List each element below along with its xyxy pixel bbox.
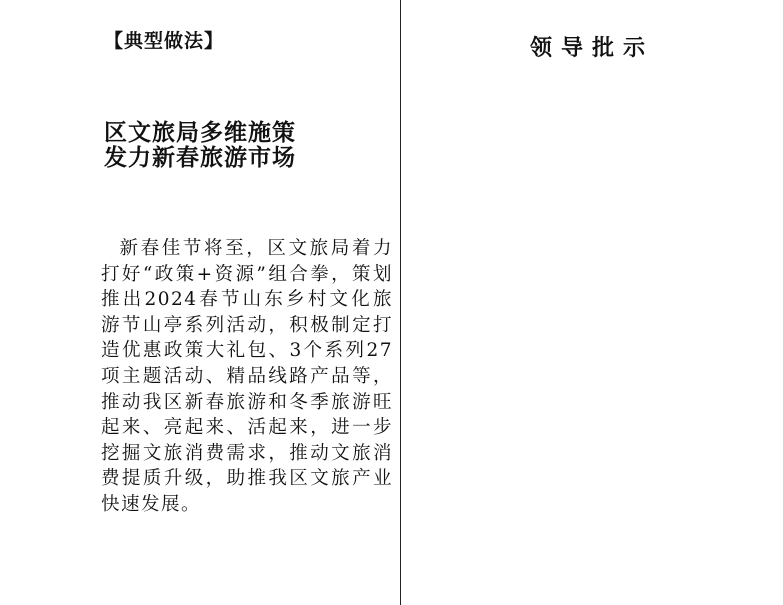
leader-instructions-title: 领导批示	[529, 35, 654, 61]
section-tag: 【典型做法】	[104, 30, 225, 52]
headline-line-1: 区文旅局多维施策	[104, 119, 296, 146]
headline-line-2: 发力新春旅游市场	[104, 144, 296, 171]
article-body: 新春佳节将至，区文旅局着力打好“政策+资源”组合拳，策划推出2024春节山东乡村文化旅游节山亭系列活动，积极制定打造优惠政策大礼包、3个系列27项主题活动、精品线路产品等，推动我区新春旅游和冬季旅游旺起来、亮起来、活起来，进一步挖掘文旅消费需求，推动文旅消费提质升级，助推我区文旅产业快速发展。	[101, 238, 393, 515]
leader-instructions-panel	[401, 0, 783, 605]
